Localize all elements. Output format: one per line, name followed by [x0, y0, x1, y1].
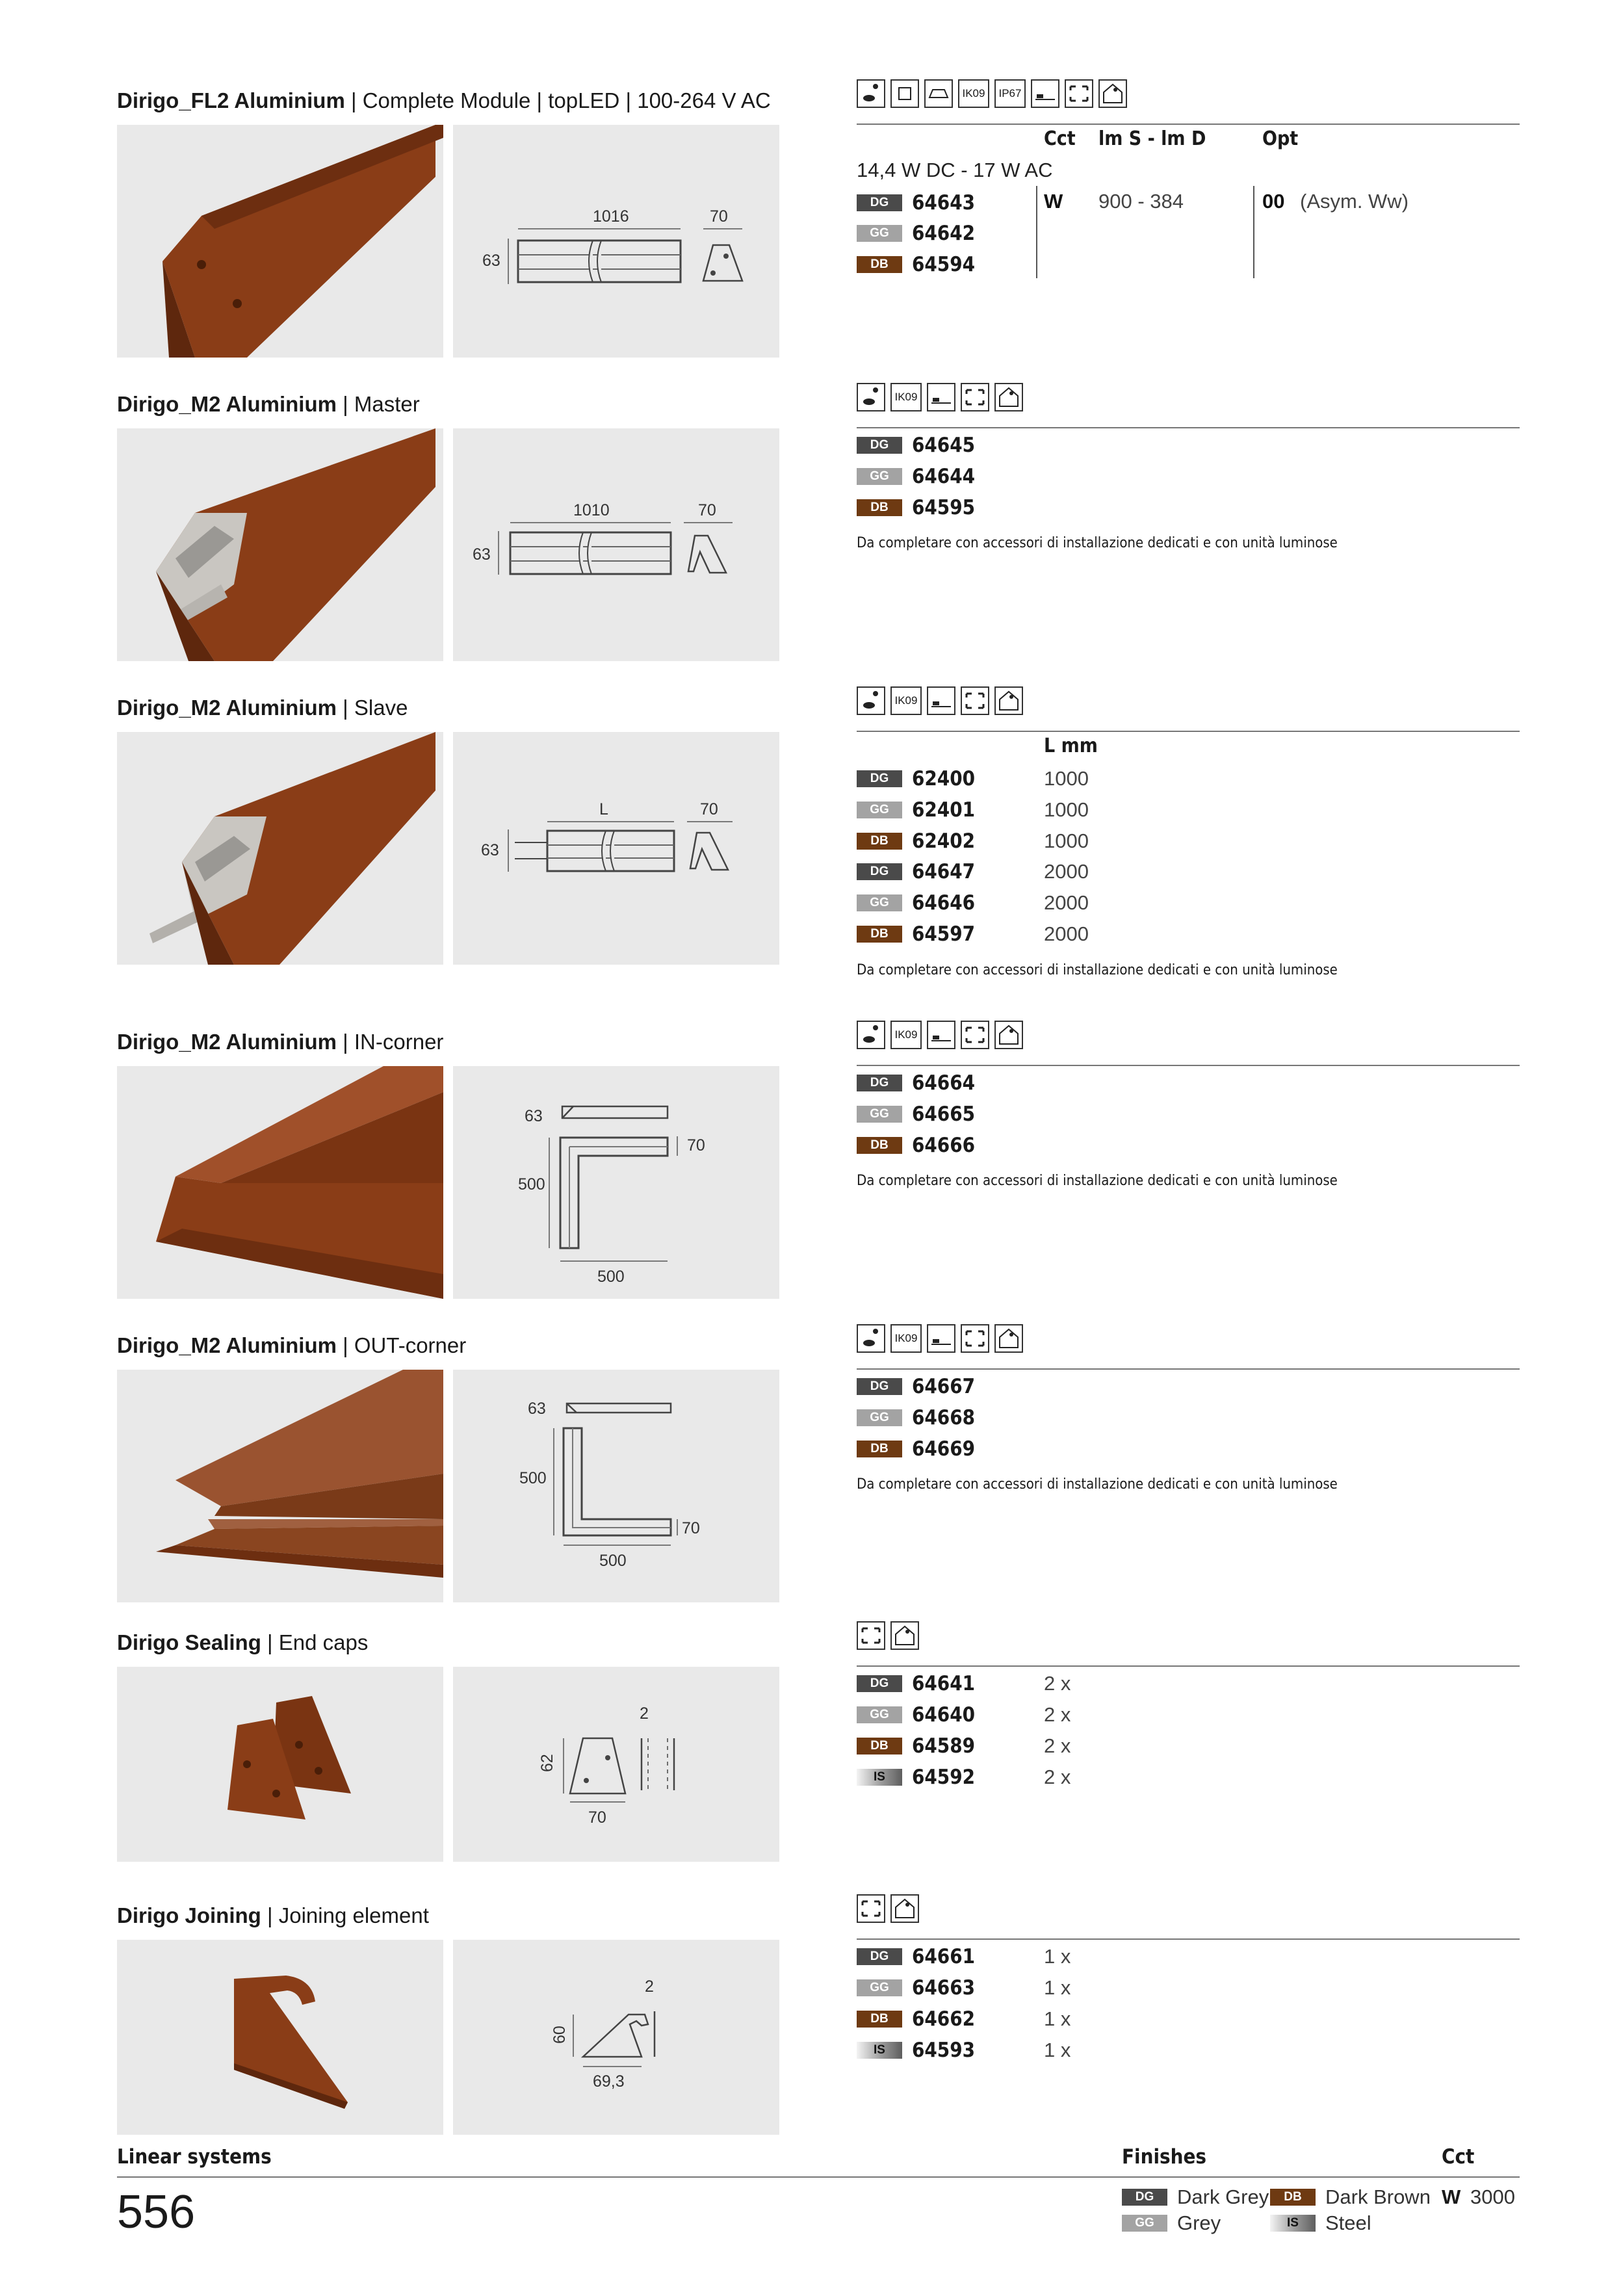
- quantity: 1 x: [1044, 2039, 1071, 2061]
- finish-legend-gg: GG Grey: [1122, 2211, 1221, 2235]
- quantity: 2 x: [1044, 1672, 1071, 1695]
- product-row: [857, 220, 1022, 246]
- header-lm: lm S - lm D: [1098, 127, 1206, 150]
- product-row: [857, 1405, 1022, 1431]
- end-caps-icon: [857, 1894, 885, 1923]
- quantity: 1 x: [1044, 1945, 1071, 1968]
- dim-width: 70: [700, 800, 718, 818]
- finish-badge: DG: [857, 1378, 902, 1395]
- dim-width: 70: [588, 1808, 606, 1827]
- spec-icons: [857, 1021, 1023, 1049]
- end-caps-icon: [961, 686, 989, 715]
- dim-side2: 500: [599, 1552, 627, 1570]
- category-label: Linear systems: [117, 2145, 272, 2169]
- header-opt: Opt: [1262, 127, 1299, 150]
- cap-profile-icon: [1098, 79, 1127, 108]
- dim-height: 63: [481, 841, 499, 859]
- optic-desc: (Asym. Ww): [1300, 190, 1409, 213]
- length-value: 1000: [1044, 767, 1089, 790]
- walkover-icon: [924, 79, 953, 108]
- divider: [857, 1368, 1520, 1370]
- length-value: 2000: [1044, 922, 1089, 945]
- cap-profile-icon: [994, 383, 1023, 411]
- cap-profile-icon: [994, 686, 1023, 715]
- installation-note: Da completare con accessori di installazione dedicati e con unità luminose: [857, 1476, 1338, 1493]
- quantity: 1 x: [1044, 2007, 1071, 2030]
- quantity: 2 x: [1044, 1766, 1071, 1788]
- finish-badge: GG: [857, 1409, 902, 1426]
- dim-width: 70: [687, 1136, 705, 1155]
- product-title: Dirigo_M2 Aluminium | IN-corner: [117, 1030, 444, 1054]
- product-code: 64664: [912, 1071, 976, 1095]
- product-row: [857, 1764, 1071, 1790]
- dim-length: 1010: [573, 501, 610, 519]
- quantity: 2 x: [1044, 1703, 1071, 1726]
- spec-icons: [857, 1621, 919, 1650]
- product-row: [857, 190, 1022, 216]
- ground-mount-icon: [927, 1324, 955, 1353]
- product-row: [857, 1374, 1022, 1400]
- footer-rule: [117, 2176, 1520, 2178]
- product-code: 64667: [912, 1375, 976, 1398]
- finish-badge: IS: [857, 2042, 902, 2059]
- technical-drawing: [453, 428, 779, 661]
- finish-badge: GG: [857, 225, 902, 242]
- column-divider: [1253, 186, 1254, 278]
- product-code: 64663: [912, 1976, 976, 2000]
- end-caps-icon: [961, 1324, 989, 1353]
- product-row: [857, 859, 1089, 885]
- fixture-type-icon: [857, 1021, 885, 1049]
- product-code: 64641: [912, 1672, 976, 1695]
- end-caps-icon: [1065, 79, 1093, 108]
- product-code: 64665: [912, 1102, 976, 1126]
- divider: [857, 731, 1520, 732]
- end-caps-icon: [961, 383, 989, 411]
- dim-height: 60: [551, 2026, 569, 2044]
- end-caps-icon: [961, 1021, 989, 1049]
- dim-length: 1016: [593, 207, 629, 226]
- product-row: [857, 1436, 1022, 1462]
- ik-rating-icon: IK09: [890, 1021, 922, 1049]
- divider: [857, 1065, 1520, 1066]
- dim-length: L: [599, 800, 608, 818]
- finish-badge: GG: [857, 1706, 902, 1723]
- product-code: 62402: [912, 829, 976, 853]
- cap-profile-icon: [994, 1021, 1023, 1049]
- finish-badge: DG: [857, 194, 902, 211]
- product-row: [857, 1975, 1071, 2001]
- spec-icons: [857, 79, 1127, 108]
- product-code: 64668: [912, 1406, 976, 1429]
- product-photo: [117, 125, 443, 358]
- product-code: 64640: [912, 1703, 976, 1727]
- finish-badge: DB: [857, 256, 902, 273]
- product-photo: [117, 1066, 443, 1299]
- dim-width: 70: [710, 207, 728, 226]
- product-title: Dirigo_FL2 Aluminium | Complete Module | topLED | 100-264 V AC: [117, 88, 771, 112]
- ground-mount-icon: [927, 686, 955, 715]
- cap-profile-icon: [890, 1621, 919, 1650]
- divider: [857, 427, 1520, 428]
- product-code: 64669: [912, 1437, 976, 1461]
- quantity: 2 x: [1044, 1734, 1071, 1757]
- product-title: Dirigo Joining | Joining element: [117, 1903, 429, 1927]
- fixture-type-icon: [857, 79, 885, 108]
- divider: [857, 1665, 1520, 1667]
- product-row: [857, 2037, 1071, 2063]
- column-divider: [1036, 186, 1037, 278]
- finish-legend-dg: DG Dark Grey: [1122, 2185, 1269, 2209]
- product-code: 64594: [912, 253, 976, 276]
- finish-badge: DB: [857, 926, 902, 943]
- quantity: 1 x: [1044, 1976, 1071, 1999]
- dim-side2: 500: [597, 1268, 625, 1286]
- finishes-label: Finishes: [1122, 2145, 1207, 2169]
- cct-label: Cct: [1442, 2145, 1475, 2169]
- ground-mount-icon: [927, 383, 955, 411]
- product-code: 64666: [912, 1134, 976, 1157]
- finish-badge: GG: [857, 894, 902, 911]
- dim-height: 62: [538, 1754, 556, 1772]
- lumen-value: 900 - 384: [1098, 190, 1184, 213]
- end-caps-icon: [857, 1621, 885, 1650]
- product-code: 64643: [912, 191, 976, 215]
- dim-thickness: 2: [645, 1977, 654, 1996]
- dim-height: 63: [482, 252, 500, 270]
- header-cct: Cct: [1044, 127, 1076, 150]
- product-row: [857, 495, 1022, 521]
- technical-drawing: [453, 1940, 779, 2135]
- spec-icons: [857, 1894, 919, 1923]
- product-row: [857, 1101, 1022, 1127]
- ik-rating-icon: IK09: [958, 79, 989, 108]
- fixture-type-icon: [857, 383, 885, 411]
- finish-legend-is: IS Steel: [1270, 2211, 1371, 2235]
- ip-rating-icon: IP67: [994, 79, 1026, 108]
- length-value: 2000: [1044, 860, 1089, 883]
- product-row: [857, 797, 1089, 823]
- dim-width: 69,3: [593, 2072, 625, 2091]
- product-row: [857, 2006, 1071, 2032]
- technical-drawing: [453, 732, 779, 965]
- product-code: 64597: [912, 922, 976, 946]
- dim-thickness: 2: [640, 1704, 649, 1723]
- product-code: 64645: [912, 434, 976, 457]
- product-code: 62401: [912, 798, 976, 822]
- divider: [857, 1938, 1520, 1940]
- finish-badge: DB: [857, 499, 902, 516]
- product-row: [857, 252, 1022, 278]
- dim-side1: 500: [518, 1175, 545, 1194]
- product-row: [857, 828, 1089, 854]
- finish-badge: DG: [857, 1675, 902, 1692]
- product-code: 64595: [912, 496, 976, 519]
- finish-badge: DG: [857, 863, 902, 880]
- finish-badge: DB: [857, 1441, 902, 1457]
- product-code: 64647: [912, 860, 976, 883]
- ik-rating-icon: IK09: [890, 1324, 922, 1353]
- fixture-type-icon: [857, 1324, 885, 1353]
- product-row: [857, 1070, 1022, 1096]
- product-code: 64593: [912, 2039, 976, 2062]
- product-title: Dirigo_M2 Aluminium | Master: [117, 392, 420, 416]
- product-title: Dirigo Sealing | End caps: [117, 1630, 369, 1654]
- divider: [857, 124, 1520, 125]
- dim-side1: 500: [519, 1469, 547, 1487]
- product-code: 64662: [912, 2007, 976, 2031]
- fixture-type-icon: [857, 686, 885, 715]
- technical-drawing: [453, 1370, 779, 1602]
- product-row: [857, 1132, 1022, 1158]
- finish-legend-db: DB Dark Brown: [1270, 2185, 1431, 2209]
- product-code: 64661: [912, 1945, 976, 1968]
- dim-height: 63: [473, 545, 491, 564]
- technical-drawing: [453, 1066, 779, 1299]
- installation-note: Da completare con accessori di installazione dedicati e con unità luminose: [857, 962, 1338, 978]
- finish-badge: GG: [857, 1106, 902, 1123]
- ik-rating-icon: IK09: [890, 686, 922, 715]
- finish-badge: DG: [857, 1948, 902, 1965]
- product-code: 64642: [912, 222, 976, 245]
- finish-badge: DB: [857, 1738, 902, 1755]
- length-value: 1000: [1044, 798, 1089, 821]
- power-rating: 14,4 W DC - 17 W AC: [857, 159, 1053, 181]
- product-photo: [117, 428, 443, 661]
- product-photo: [117, 1667, 443, 1862]
- spec-icons: [857, 686, 1023, 715]
- technical-drawing: [453, 125, 779, 358]
- product-photo: [117, 1370, 443, 1602]
- cap-profile-icon: [890, 1894, 919, 1923]
- cct-value: 3000: [1470, 2185, 1515, 2208]
- product-code: 64589: [912, 1734, 976, 1758]
- installation-note: Da completare con accessori di installazione dedicati e con unità luminose: [857, 1173, 1338, 1189]
- dim-height: 63: [525, 1107, 543, 1125]
- finish-badge: IS: [857, 1769, 902, 1786]
- length-value: 2000: [1044, 891, 1089, 914]
- product-title: Dirigo_M2 Aluminium | Slave: [117, 696, 408, 720]
- ground-mount-icon: [927, 1021, 955, 1049]
- product-row: [857, 1671, 1071, 1697]
- installation-note: Da completare con accessori di installazione dedicati e con unità luminose: [857, 535, 1338, 551]
- finish-badge: GG: [857, 468, 902, 485]
- page-number: 556: [117, 2186, 196, 2238]
- product-code: 62400: [912, 767, 976, 790]
- product-photo: [117, 1940, 443, 2135]
- finish-badge: DG: [857, 1075, 902, 1091]
- class-icon: [890, 79, 919, 108]
- finish-badge: GG: [857, 1979, 902, 1996]
- dim-width: 70: [682, 1519, 700, 1537]
- optic-code: 00: [1262, 190, 1285, 213]
- finish-badge: DB: [857, 2011, 902, 2028]
- product-row: [857, 921, 1089, 947]
- length-value: 1000: [1044, 829, 1089, 852]
- product-row: [857, 463, 1022, 489]
- cct-code: W: [1442, 2185, 1461, 2208]
- finish-badge: GG: [857, 802, 902, 818]
- technical-drawing: [453, 1667, 779, 1862]
- product-code: 64644: [912, 465, 976, 488]
- cap-profile-icon: [994, 1324, 1023, 1353]
- product-row: [857, 890, 1089, 916]
- finish-badge: DG: [857, 770, 902, 787]
- product-row: [857, 432, 1022, 458]
- product-photo: [117, 732, 443, 965]
- dim-width: 70: [698, 501, 716, 519]
- dim-height: 63: [528, 1400, 546, 1418]
- spec-icons: [857, 383, 1023, 411]
- header-length: L mm: [1044, 735, 1098, 757]
- cct-code: W: [1044, 190, 1063, 213]
- product-code: 64592: [912, 1766, 976, 1789]
- product-row: [857, 1733, 1071, 1759]
- finish-badge: DG: [857, 437, 902, 454]
- product-row: [857, 1944, 1071, 1970]
- product-row: [857, 1702, 1071, 1728]
- finish-badge: DB: [857, 833, 902, 850]
- product-row: [857, 766, 1089, 792]
- ground-mount-icon: [1031, 79, 1059, 108]
- ik-rating-icon: IK09: [890, 383, 922, 411]
- product-code: 64646: [912, 891, 976, 915]
- product-title: Dirigo_M2 Aluminium | OUT-corner: [117, 1333, 467, 1357]
- spec-icons: [857, 1324, 1023, 1353]
- finish-badge: DB: [857, 1137, 902, 1154]
